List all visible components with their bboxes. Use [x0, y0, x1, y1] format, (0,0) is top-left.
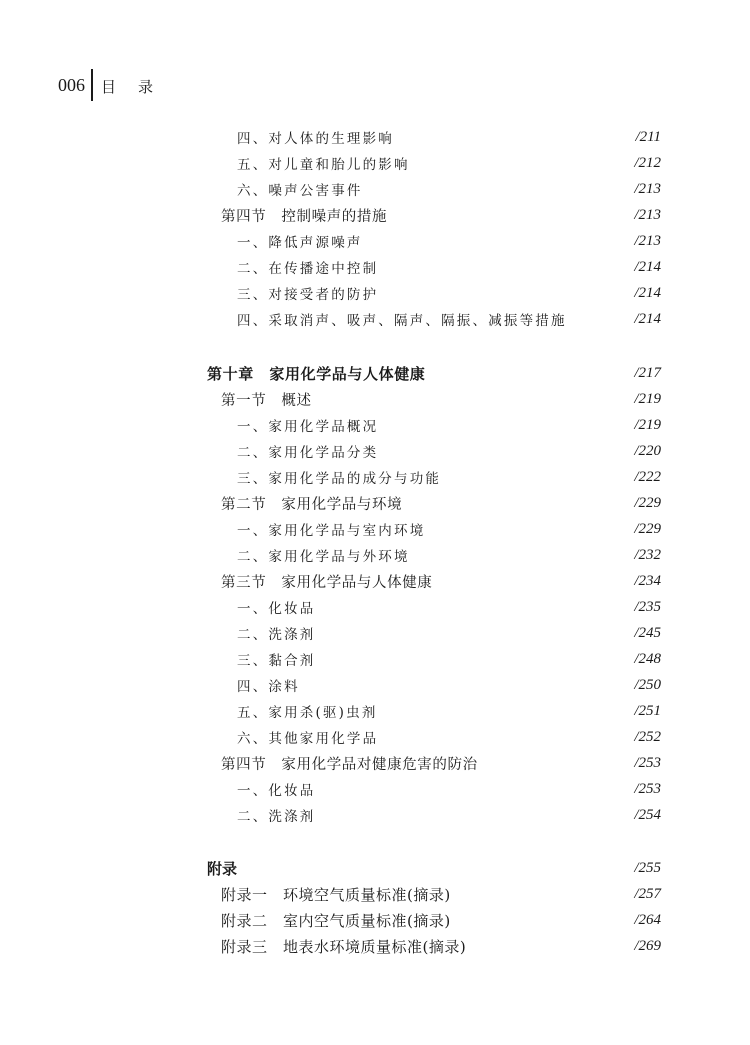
toc-entry-title: 三、对接受者的防护: [237, 287, 379, 303]
toc-entry-title: 四、采取消声、吸声、隔声、隔振、减振等措施: [237, 313, 567, 329]
toc-entry-title: 第四节 家用化学品对健康危害的防治: [221, 756, 478, 773]
toc-entry-title: 四、涂料: [237, 679, 300, 695]
toc-entry-title: 一、化妆品: [237, 601, 316, 617]
toc-entry-page: /214: [634, 310, 661, 327]
toc-entry-title: 附录三 地表水环境质量标准(摘录): [221, 937, 467, 956]
toc-entry[interactable]: [0, 124, 750, 150]
toc-entry-title: 附录一 环境空气质量标准(摘录): [221, 885, 451, 904]
toc-entry[interactable]: [0, 254, 750, 280]
toc-entry-title: 四、对人体的生理影响: [237, 131, 394, 147]
toc-entry-title: 五、家用杀(驱)虫剂: [237, 705, 378, 721]
toc-entry-title: 附录: [207, 859, 238, 878]
toc-entry[interactable]: [0, 490, 750, 516]
toc-entry-title: 第二节 家用化学品与环境: [221, 496, 403, 513]
toc-entry-page: /235: [634, 598, 661, 615]
toc-entry-page: /255: [634, 859, 661, 876]
toc-entry-page: /213: [634, 206, 661, 223]
toc-entry-title: 第三节 家用化学品与人体健康: [221, 574, 433, 591]
toc-entry[interactable]: [0, 802, 750, 828]
toc-entry-page: /269: [634, 937, 661, 954]
toc-entry[interactable]: [0, 776, 750, 802]
toc-entry-page: /214: [634, 284, 661, 301]
toc-entry[interactable]: [0, 855, 750, 881]
toc-entry-page: /214: [634, 258, 661, 275]
toc-entry-title: 一、家用化学品概况: [237, 419, 379, 435]
toc-entry-title: 一、家用化学品与室内环境: [237, 523, 426, 539]
toc-entry[interactable]: [0, 750, 750, 776]
toc-entry-page: /251: [634, 702, 661, 719]
toc-entry-page: /213: [634, 232, 661, 249]
toc-entry-page: /229: [634, 494, 661, 511]
toc-entry-title: 三、黏合剂: [237, 653, 316, 669]
toc-entry-page: /232: [634, 546, 661, 563]
toc-entry-page: /245: [634, 624, 661, 641]
toc-entry-page: /250: [634, 676, 661, 693]
page-number: 006: [58, 74, 85, 95]
toc-entry[interactable]: [0, 594, 750, 620]
toc-entry-title: 第十章 家用化学品与人体健康: [207, 364, 426, 383]
toc-entry[interactable]: [0, 698, 750, 724]
toc-entry-page: /252: [634, 728, 661, 745]
toc-entry-title: 第四节 控制噪声的措施: [221, 208, 388, 225]
toc-entry-page: /257: [634, 885, 661, 902]
toc-entry[interactable]: [0, 881, 750, 907]
toc-entry-page: /211: [635, 128, 661, 145]
toc-entry-page: /264: [634, 911, 661, 928]
toc-entry[interactable]: [0, 568, 750, 594]
toc-entry[interactable]: [0, 150, 750, 176]
toc-entry-page: /222: [634, 468, 661, 485]
toc-entry-page: /253: [634, 780, 661, 797]
running-title: 目录: [101, 77, 176, 96]
toc-entry[interactable]: [0, 280, 750, 306]
toc-entry[interactable]: [0, 933, 750, 959]
toc-entry[interactable]: [0, 542, 750, 568]
toc-entry[interactable]: [0, 907, 750, 933]
toc-entry-title: 一、降低声源噪声: [237, 235, 363, 251]
toc-entry-page: /229: [634, 520, 661, 537]
header-divider: [91, 69, 93, 101]
toc-entry-title: 二、家用化学品与外环境: [237, 549, 410, 565]
toc-entry-title: 一、化妆品: [237, 783, 316, 799]
toc-entry[interactable]: [0, 438, 750, 464]
toc-entry-page: /212: [634, 154, 661, 171]
toc-entry-title: 二、家用化学品分类: [237, 445, 379, 461]
toc-entry[interactable]: [0, 646, 750, 672]
toc-entry-title: 二、洗涤剂: [237, 627, 316, 643]
toc-entry-page: /220: [634, 442, 661, 459]
toc-entry-title: 第一节 概述: [221, 392, 312, 409]
toc-entry[interactable]: [0, 386, 750, 412]
toc-entry-title: 三、家用化学品的成分与功能: [237, 471, 442, 487]
toc-entry-title: 六、噪声公害事件: [237, 183, 363, 199]
toc-entry-page: /234: [634, 572, 661, 589]
toc-entry[interactable]: [0, 672, 750, 698]
toc-entry-page: /219: [634, 390, 661, 407]
toc-entry-page: /253: [634, 754, 661, 771]
toc-entry-page: /219: [634, 416, 661, 433]
running-header: [58, 70, 175, 100]
toc-entry[interactable]: [0, 228, 750, 254]
toc-entry[interactable]: [0, 516, 750, 542]
toc-entry[interactable]: [0, 620, 750, 646]
toc-entry-title: 二、在传播途中控制: [237, 261, 379, 277]
toc-entry[interactable]: [0, 360, 750, 386]
toc-entry-page: /254: [634, 806, 661, 823]
toc-entry-page: /248: [634, 650, 661, 667]
toc-entry-page: /217: [634, 364, 661, 381]
toc-entry[interactable]: [0, 202, 750, 228]
toc-entry-title: 五、对儿童和胎儿的影响: [237, 157, 410, 173]
toc-entry[interactable]: [0, 412, 750, 438]
toc-entry[interactable]: [0, 464, 750, 490]
toc-entry[interactable]: [0, 724, 750, 750]
toc-entry-title: 附录二 室内空气质量标准(摘录): [221, 911, 451, 930]
toc-entry-title: 六、其他家用化学品: [237, 731, 379, 747]
toc-entry[interactable]: [0, 176, 750, 202]
toc-entry-page: /213: [634, 180, 661, 197]
toc-entry-title: 二、洗涤剂: [237, 809, 316, 825]
toc-entry[interactable]: [0, 306, 750, 332]
